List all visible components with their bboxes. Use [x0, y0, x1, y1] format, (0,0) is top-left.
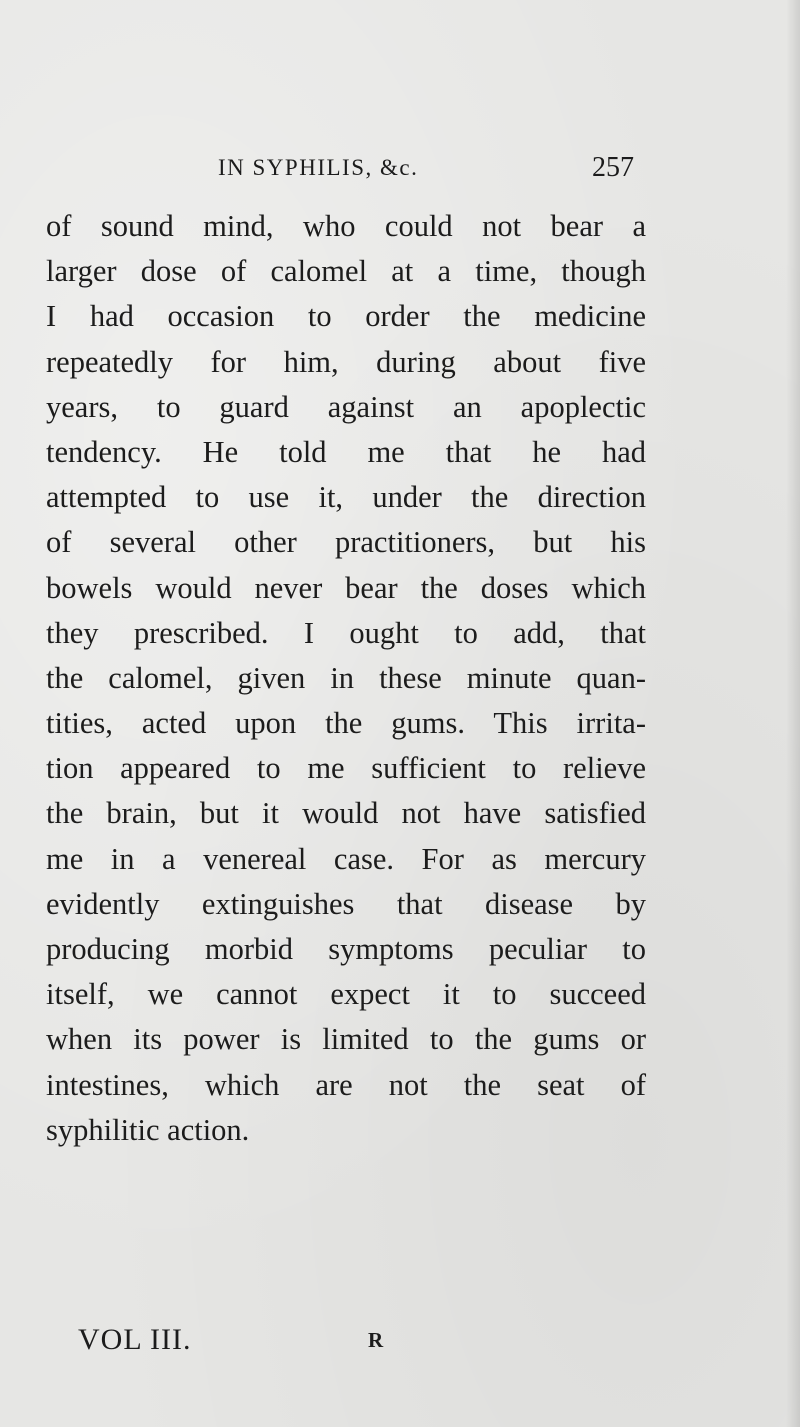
text-line: when its power is limited to the gums or	[46, 1022, 646, 1057]
text-line: attempted to use it, under the direction	[46, 480, 646, 515]
running-title: IN SYPHILIS, &c.	[218, 155, 419, 180]
text-line: itself, we cannot expect it to succeed	[46, 977, 646, 1012]
text-line: repeatedly for him, during about five	[46, 344, 646, 379]
body-text	[46, 204, 646, 1153]
text-line: tion appeared to me sufficient to relieve	[46, 751, 646, 786]
text-line: me in a venereal case. For as mercury	[46, 841, 646, 876]
text-line: larger dose of calomel at a time, though	[46, 254, 646, 289]
volume-label: VOL III.	[78, 1323, 192, 1356]
text-line: of sound mind, who could not bear a	[46, 209, 646, 243]
text-line: the calomel, given in these minute quan-	[46, 660, 646, 695]
signature-mark: R	[368, 1328, 384, 1352]
text-line: bowels would never bear the doses which	[46, 570, 646, 605]
page-number: 257	[592, 152, 634, 183]
page-footer	[0, 1318, 800, 1362]
text-line: of several other practitioners, but his	[46, 525, 646, 560]
text-line: intestines, which are not the seat of	[46, 1067, 646, 1102]
text-line: tendency. He told me that he had	[46, 434, 646, 469]
page-edge-shadow	[786, 0, 800, 1427]
text-line: producing morbid symptoms peculiar to	[46, 932, 646, 966]
text-line: they prescribed. I ought to add, that	[46, 615, 646, 650]
text-line: tities, acted upon the gums. This irrita-	[46, 706, 646, 741]
running-head	[0, 148, 800, 188]
text-line: I had occasion to order the medicine	[46, 299, 646, 334]
text-line: syphilitic action.	[46, 1112, 250, 1147]
text-line: years, to guard against an apoplectic	[46, 389, 646, 424]
text-line: the brain, but it would not have satisfied	[46, 796, 646, 831]
text-line: evidently extinguishes that disease by	[46, 886, 646, 921]
